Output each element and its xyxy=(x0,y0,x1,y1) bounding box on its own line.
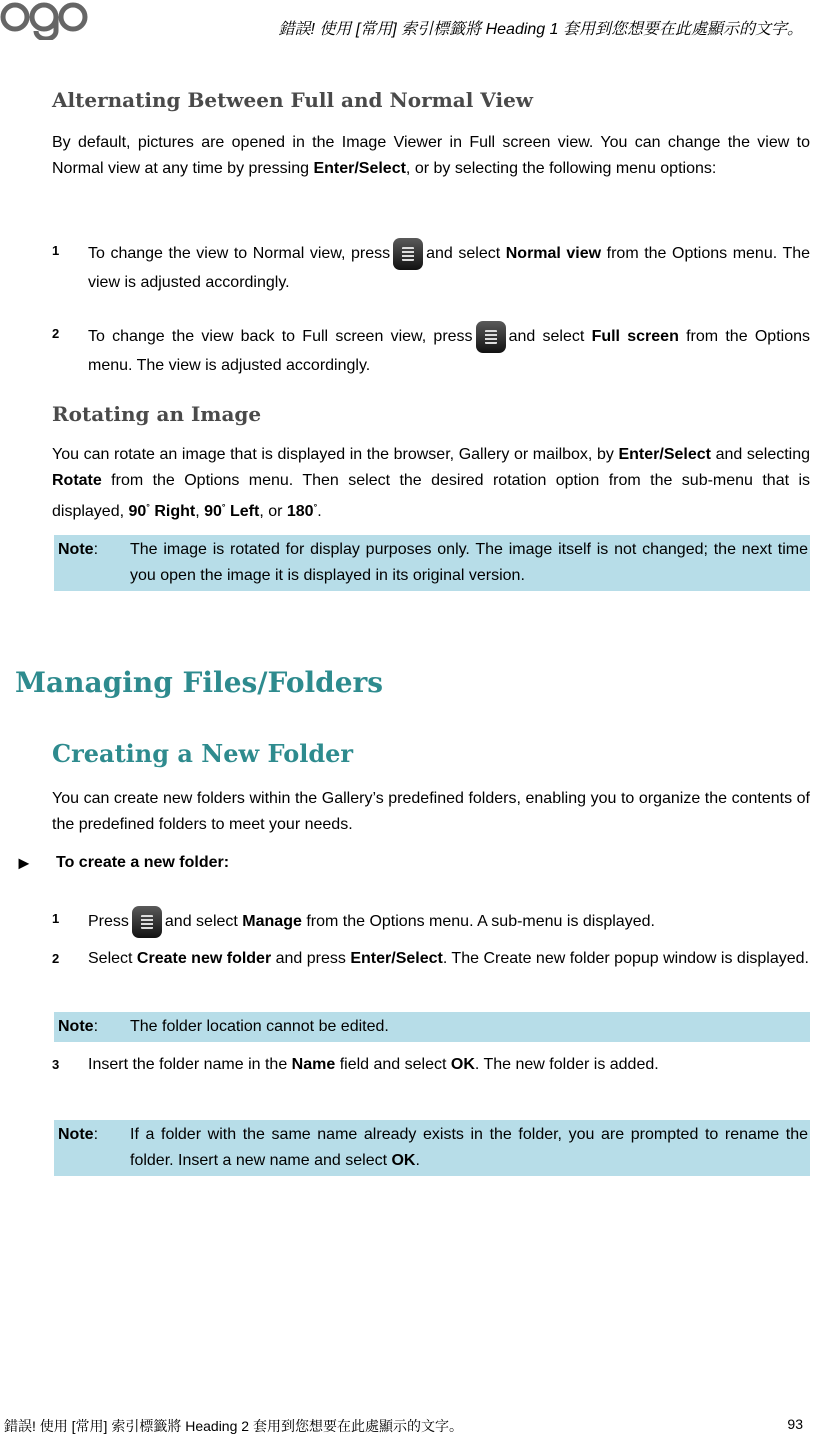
note-label: Note: xyxy=(58,1018,99,1035)
create-step-1: 1 Press and select Manage from the Options menu. A sub-menu is displayed. xyxy=(52,906,810,938)
create-step-2: 2 Select Create new folder and press Enter/Select. The Create new folder popup window is displayed. xyxy=(52,946,810,972)
note-label: Note: xyxy=(58,1126,99,1143)
section-heading-alternating: Alternating Between Full and Normal View xyxy=(52,88,534,112)
menu-key-icon xyxy=(476,321,506,353)
note-box-location: Note: The folder location cannot be edited. xyxy=(54,1012,810,1042)
menu-key-icon xyxy=(393,238,423,270)
step-2: 2 To change the view back to Full screen view, press and select Full screen from the Options menu. The view is adjusted accordingly. xyxy=(52,321,810,379)
paragraph-alt-intro: By default, pictures are opened in the Image Viewer in Full screen view. You can change the view to Normal view at any time by pressing Enter/Select, or by selecting the following menu options: xyxy=(52,134,810,177)
note-box-rotate: Note: The image is rotated for display purposes only. The image itself is not changed; the next time you open the image it is displayed in its original version. xyxy=(54,535,810,591)
paragraph-rotating: You can rotate an image that is displayed in the browser, Gallery or mailbox, by Enter/Select and selecting Rotate from the Options menu. Then select the desired rotation option from the sub-menu that is displayed, 90° Right, 90° Left, or 180°. xyxy=(52,446,811,520)
running-footer: 錯誤! 使用 [常用] 索引標籤將 Heading 2 套用到您想要在此處顯示的文字。 xyxy=(4,1418,463,1434)
running-header: 錯誤! 使用 [常用] 索引標籤將 Heading 1 套用到您想要在此處顯示的文字。 xyxy=(278,21,803,38)
procedure-title: To create a new folder: xyxy=(56,854,230,871)
step-number: 1 xyxy=(52,911,60,926)
section-heading-rotating: Rotating an Image xyxy=(52,402,262,426)
create-step-3: 3 Insert the folder name in the Name field and select OK. The new folder is added. xyxy=(52,1052,810,1078)
procedure-arrow-icon: ► xyxy=(15,853,33,873)
step-1: 1 To change the view to Normal view, press and select Normal view from the Options menu. The view is adjusted accordingly. xyxy=(52,238,810,296)
paragraph-create-intro: You can create new folders within the Gallery’s predefined folders, enabling you to organize the contents of the predefined folders to meet your needs. xyxy=(52,790,810,833)
menu-key-icon xyxy=(132,906,162,938)
chapter-heading-managing: Managing Files/Folders xyxy=(15,666,384,699)
step-number: 1 xyxy=(52,243,60,258)
step-number: 2 xyxy=(52,326,60,341)
ogo-logo xyxy=(0,0,90,40)
note-box-duplicate: Note: If a folder with the same name already exists in the folder, you are prompted to rename the folder. Insert a new name and select OK. xyxy=(54,1120,810,1176)
step-number: 2 xyxy=(52,951,60,966)
step-number: 3 xyxy=(52,1057,60,1072)
section-heading-creating: Creating a New Folder xyxy=(52,739,354,768)
page-number: 93 xyxy=(787,1416,803,1432)
note-label: Note: xyxy=(58,541,99,558)
